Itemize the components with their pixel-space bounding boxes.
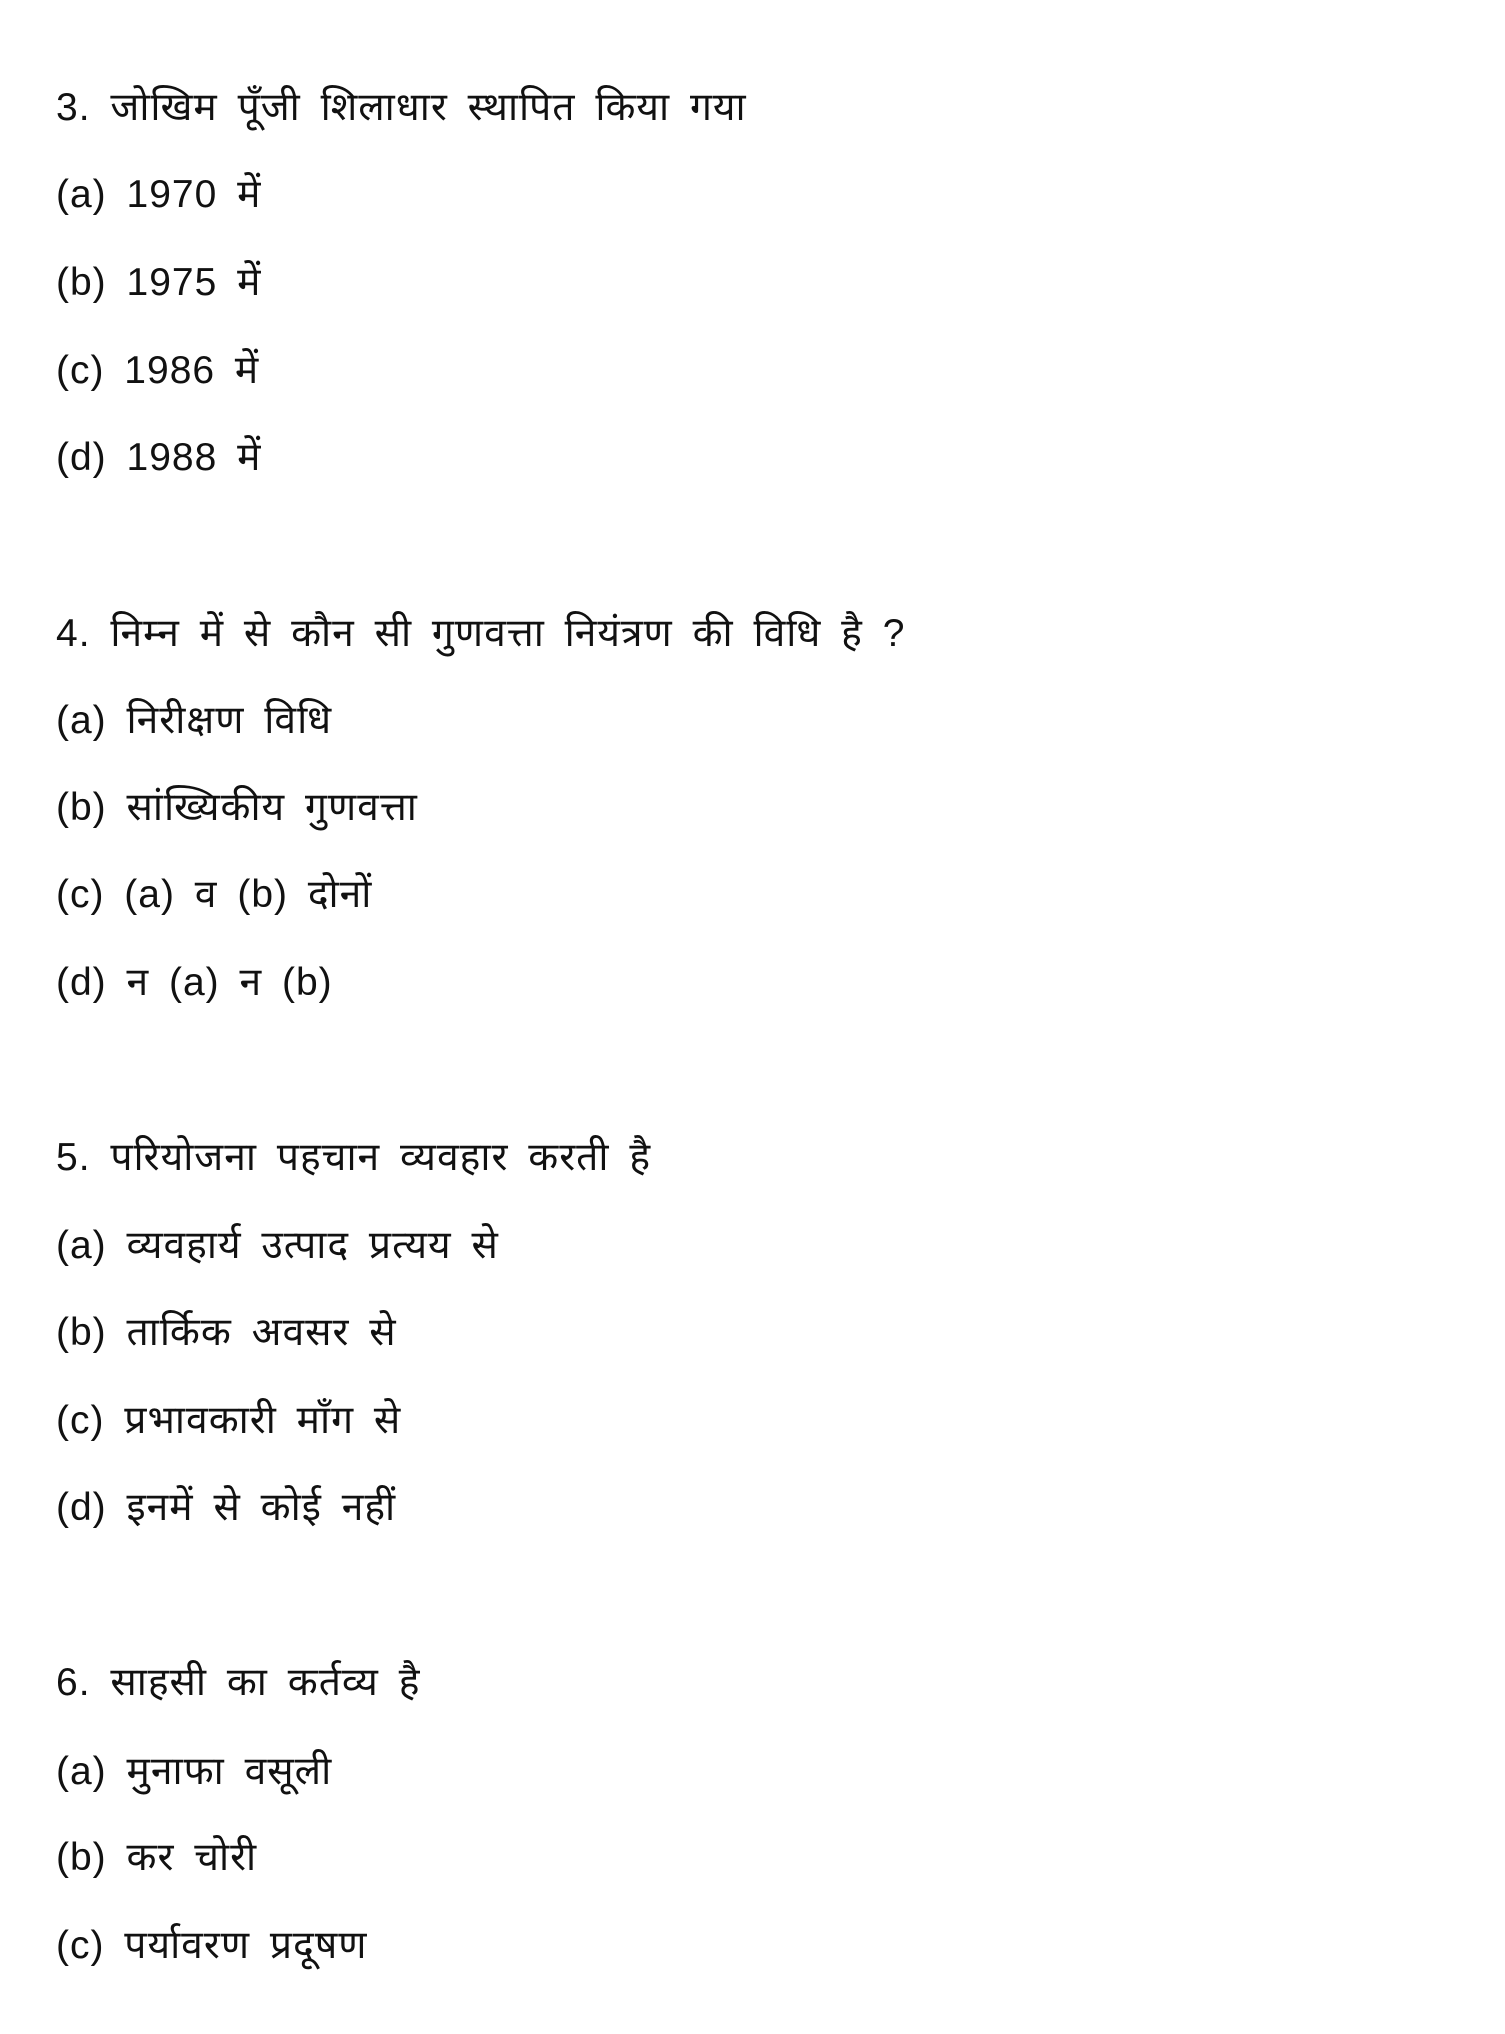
question-4-stem	[56, 609, 905, 659]
option-d: (d) न (a) न (b)	[56, 961, 333, 1004]
option-d: (d) इनमें से कोई नहीं	[56, 1486, 397, 1529]
option-a: (a) मुनाफा वसूली	[56, 1750, 333, 1793]
option-b: (b) कर चोरी	[56, 1836, 258, 1879]
option-c: (c) (a) व (b) दोनों	[56, 873, 373, 916]
option-a: (a) व्यवहार्य उत्पाद प्रत्यय से	[56, 1224, 499, 1267]
option-b: (b) सांख्यिकीय गुणवत्ता	[56, 786, 418, 829]
question-text: जोखिम पूँजी शिलाधार स्थापित किया गया	[110, 86, 747, 129]
option-a: (a) 1970 में	[56, 173, 262, 216]
option-b: (b) 1975 में	[56, 261, 262, 304]
question-text: निम्न में से कौन सी गुणवत्ता नियंत्रण की विधि है ?	[110, 612, 906, 655]
option-d: (d) 1988 में	[56, 436, 262, 479]
question-5-stem	[56, 1133, 651, 1183]
question-text: परियोजना पहचान व्यवहार करती है	[110, 1136, 652, 1179]
question-3-stem	[56, 83, 747, 133]
option-c: (c) 1986 में	[56, 349, 260, 392]
option-c: (c) पर्यावरण प्रदूषण	[56, 1924, 368, 1967]
option-b: (b) तार्किक अवसर से	[56, 1311, 397, 1354]
option-a: (a) निरीक्षण विधि	[56, 699, 333, 742]
question-number: 3.	[56, 86, 91, 129]
question-6-stem	[56, 1658, 420, 1708]
question-text: साहसी का कर्तव्य है	[110, 1661, 421, 1704]
question-number: 5.	[56, 1136, 91, 1179]
option-c: (c) प्रभावकारी माँग से	[56, 1399, 402, 1442]
question-number: 6.	[56, 1661, 91, 1704]
question-number: 4.	[56, 612, 91, 655]
